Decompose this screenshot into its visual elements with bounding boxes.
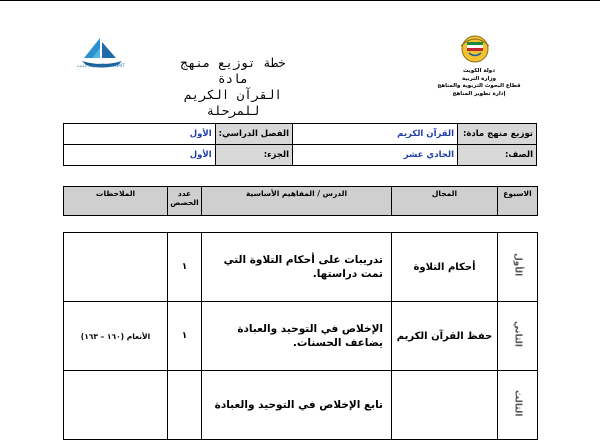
- week-cell: الأول: [498, 233, 538, 302]
- table-row: [64, 302, 538, 371]
- subject-info-table: [63, 123, 537, 166]
- semester-label: الفصل الدراسي:: [215, 124, 292, 145]
- grade-label: الصف:: [458, 145, 537, 166]
- title-line-1: خطة توزيع منهج مادة: [180, 55, 286, 86]
- lesson-cell: الإخلاص في التوحيد والعبادة يضاعف الحسنات.: [202, 302, 392, 371]
- document-title: [168, 55, 298, 119]
- title-line-2: القرآن الكريم للمرحلة: [184, 87, 282, 118]
- field-cell: [392, 371, 498, 440]
- page-top-border: [0, 0, 600, 1]
- header-week: الاسبوع: [498, 187, 538, 216]
- notes-cell: [64, 233, 168, 302]
- count-cell: [168, 371, 202, 440]
- notes-cell: الأنعام (١٦٠ – ١٦٣): [64, 302, 168, 371]
- header-notes: الملاحظات: [64, 187, 168, 216]
- week-cell: الثالث: [498, 371, 538, 440]
- notes-cell: [64, 371, 168, 440]
- ministry-line: دولة الكويت: [462, 68, 496, 74]
- curriculum-table: [63, 186, 538, 440]
- count-cell: ١: [168, 233, 202, 302]
- header-lesson: الدرس / المفاهيم الأساسية: [202, 187, 392, 216]
- lesson-cell: تدريبات على أحكام التلاوة التي تمت دراستها.: [202, 233, 392, 302]
- new-kuwait-caption: كويت جديدة NEW KUWAIT: [77, 63, 125, 68]
- spacer-row: [64, 216, 538, 233]
- subject-label: توزيع منهج مادة:: [458, 124, 537, 145]
- table-row: [64, 371, 538, 440]
- field-cell: حفظ القرآن الكريم: [392, 302, 498, 371]
- ministry-line: وزارة التربية: [461, 75, 497, 82]
- table-header-row: [64, 187, 538, 216]
- grade-value: الحادي عشر: [293, 145, 458, 166]
- semester-value: الأول: [64, 124, 216, 145]
- ministry-line: إدارة تطوير المناهج: [452, 90, 506, 97]
- part-label: الجزء:: [215, 145, 292, 166]
- field-cell: أحكام التلاوة: [392, 233, 498, 302]
- subject-value: القرآن الكريم: [293, 124, 458, 145]
- lesson-cell: تابع الإخلاص في التوحيد والعبادة: [202, 371, 392, 440]
- week-cell: الثاني: [498, 302, 538, 371]
- ministry-line: قطاع البحوث التربوية والمناهج: [437, 83, 521, 89]
- table-row: [64, 233, 538, 302]
- count-cell: ١: [168, 302, 202, 371]
- new-kuwait-logo-icon: [78, 34, 126, 80]
- ministry-block: [425, 68, 533, 98]
- header-field: المجال: [392, 187, 498, 216]
- kuwait-emblem-icon: [456, 34, 494, 66]
- header-count: عدد الحصص: [168, 187, 202, 216]
- part-value: الأول: [64, 145, 216, 166]
